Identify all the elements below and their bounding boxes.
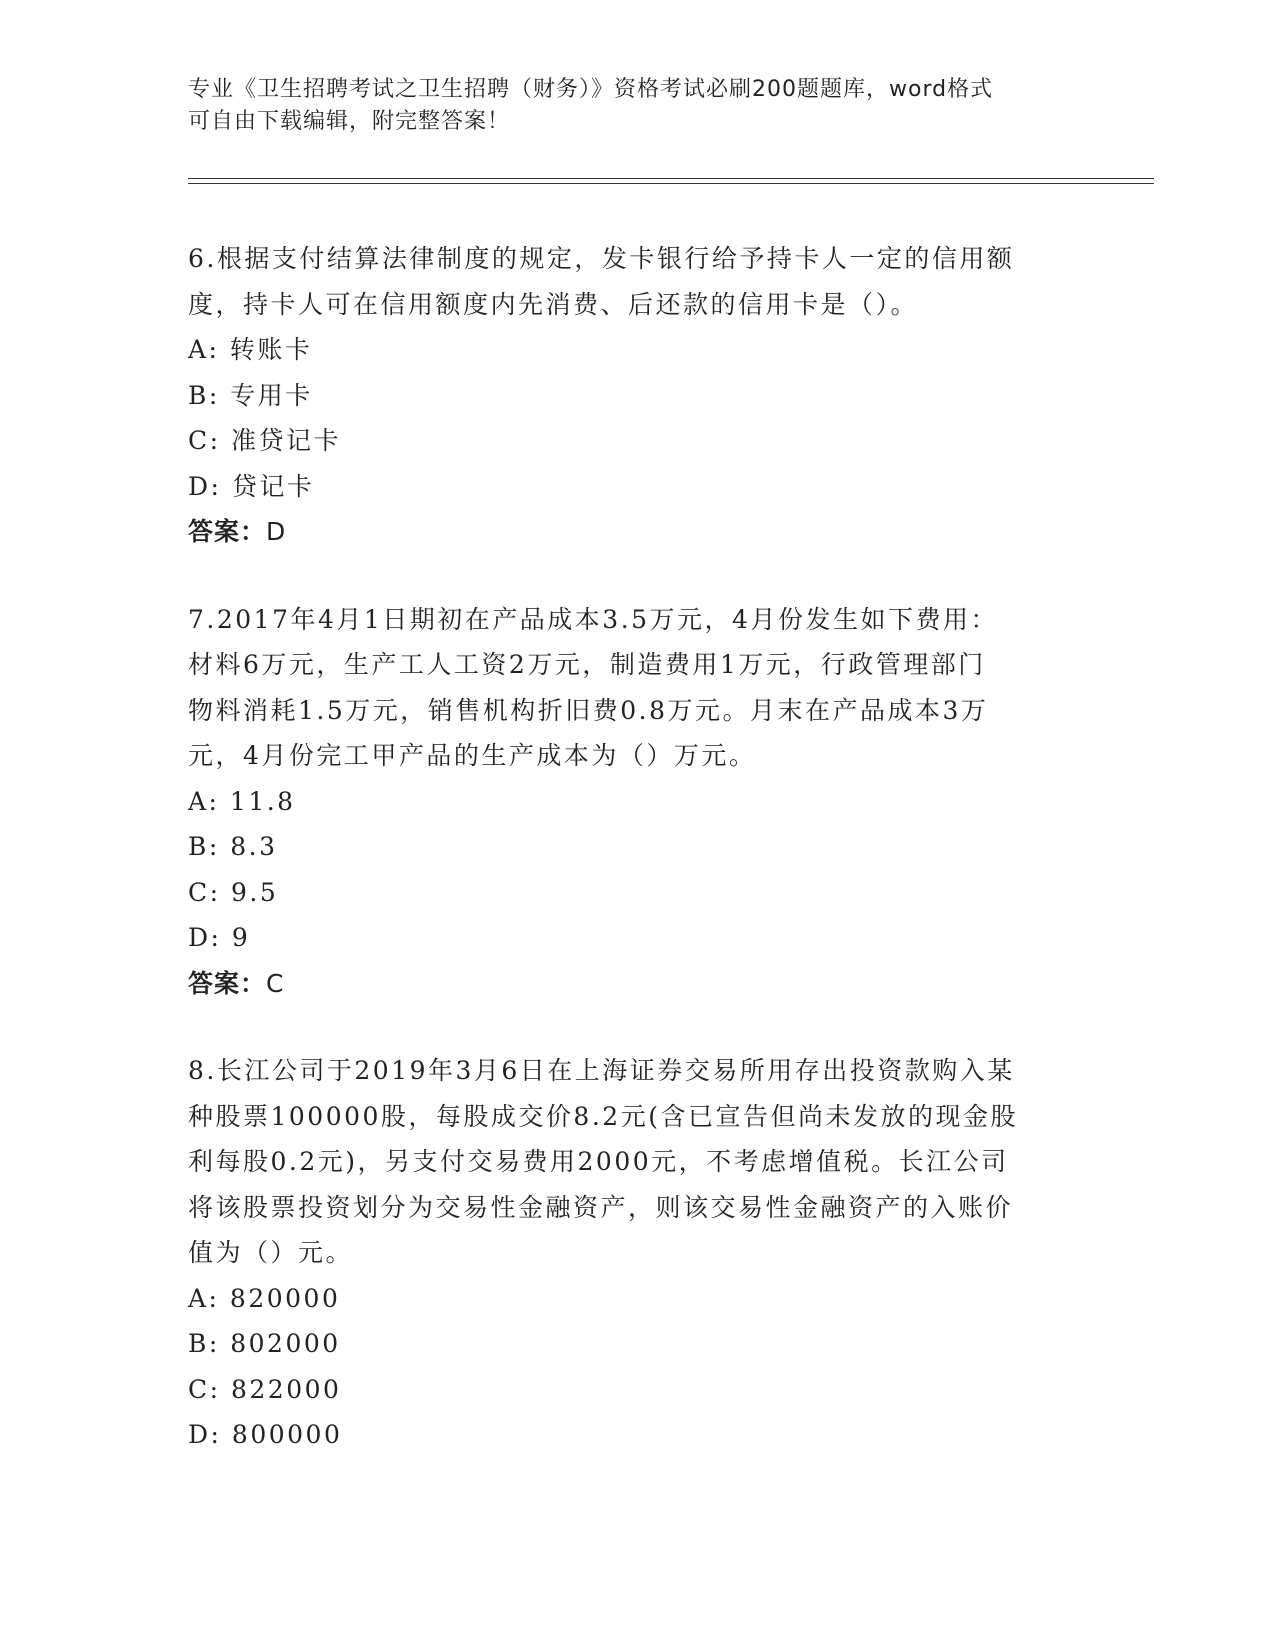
question-stem-line: 材料6万元，生产工人工资2万元，制造费用1万元，行政管理部门 (188, 650, 986, 679)
question-stem-line: 7.2017年4月1日期初在产品成本3.5万元，4月份发生如下费用： (188, 604, 998, 634)
option-c: C: 822000 (188, 1374, 342, 1404)
option-b: B: 专用卡 (188, 380, 313, 410)
option-c: C: 准贷记卡 (188, 426, 341, 455)
answer-line (188, 961, 1088, 1007)
question-8 (188, 1048, 1088, 1458)
option-c: C: 9.5 (188, 877, 279, 907)
header-line-2: 可自由下载编辑，附完整答案！ (188, 109, 511, 134)
answer-value: D (266, 517, 287, 546)
option-d: D: 9 (188, 923, 251, 952)
option-a: A: 820000 (188, 1283, 341, 1313)
question-stem-line: 值为（）元。 (188, 1238, 354, 1267)
question-stem-line: 6.根据支付结算法律制度的规定，发卡银行给予持卡人一定的信用额 (188, 244, 1015, 273)
header-double-rule (188, 178, 1154, 184)
document-header (188, 74, 1088, 138)
question-6 (188, 236, 1088, 555)
option-d: D: 贷记卡 (188, 471, 315, 501)
question-list (188, 236, 1088, 1500)
question-stem-line: 种股票100000股，每股成交价8.2元(含已宣告但尚未发放的现金股 (188, 1101, 1018, 1131)
question-stem-line: 8.长江公司于2019年3月6日在上海证券交易所用存出投资款购入某 (188, 1056, 1015, 1085)
option-a: A: 11.8 (188, 786, 296, 816)
question-stem-line: 元，4月份完工甲产品的生产成本为（）万元。 (188, 741, 757, 770)
question-stem-line: 物料消耗1.5万元，销售机构折旧费0.8万元。月末在产品成本3万 (188, 695, 989, 725)
answer-value: C (266, 968, 285, 998)
option-b: B: 8.3 (188, 832, 278, 861)
option-d: D: 800000 (188, 1420, 343, 1449)
question-stem-line: 将该股票投资划分为交易性金融资产，则该交易性金融资产的入账价 (188, 1192, 1014, 1222)
answer-line (188, 509, 1088, 555)
header-line-1: 专业《卫生招聘考试之卫生招聘（财务）》资格考试必刷200题题库，word格式 (188, 77, 994, 102)
answer-label: 答案： (188, 968, 267, 998)
question-stem-line: 度，持卡人可在信用额度内先消费、后还款的信用卡是（）。 (188, 289, 919, 319)
answer-label: 答案： (188, 517, 267, 546)
option-b: B: 802000 (188, 1329, 341, 1358)
question-7 (188, 597, 1088, 1007)
option-a: A: 转账卡 (188, 335, 313, 364)
question-stem-line: 利每股0.2元)，另支付交易费用2000元，不考虑增值税。长江公司 (188, 1147, 1009, 1176)
